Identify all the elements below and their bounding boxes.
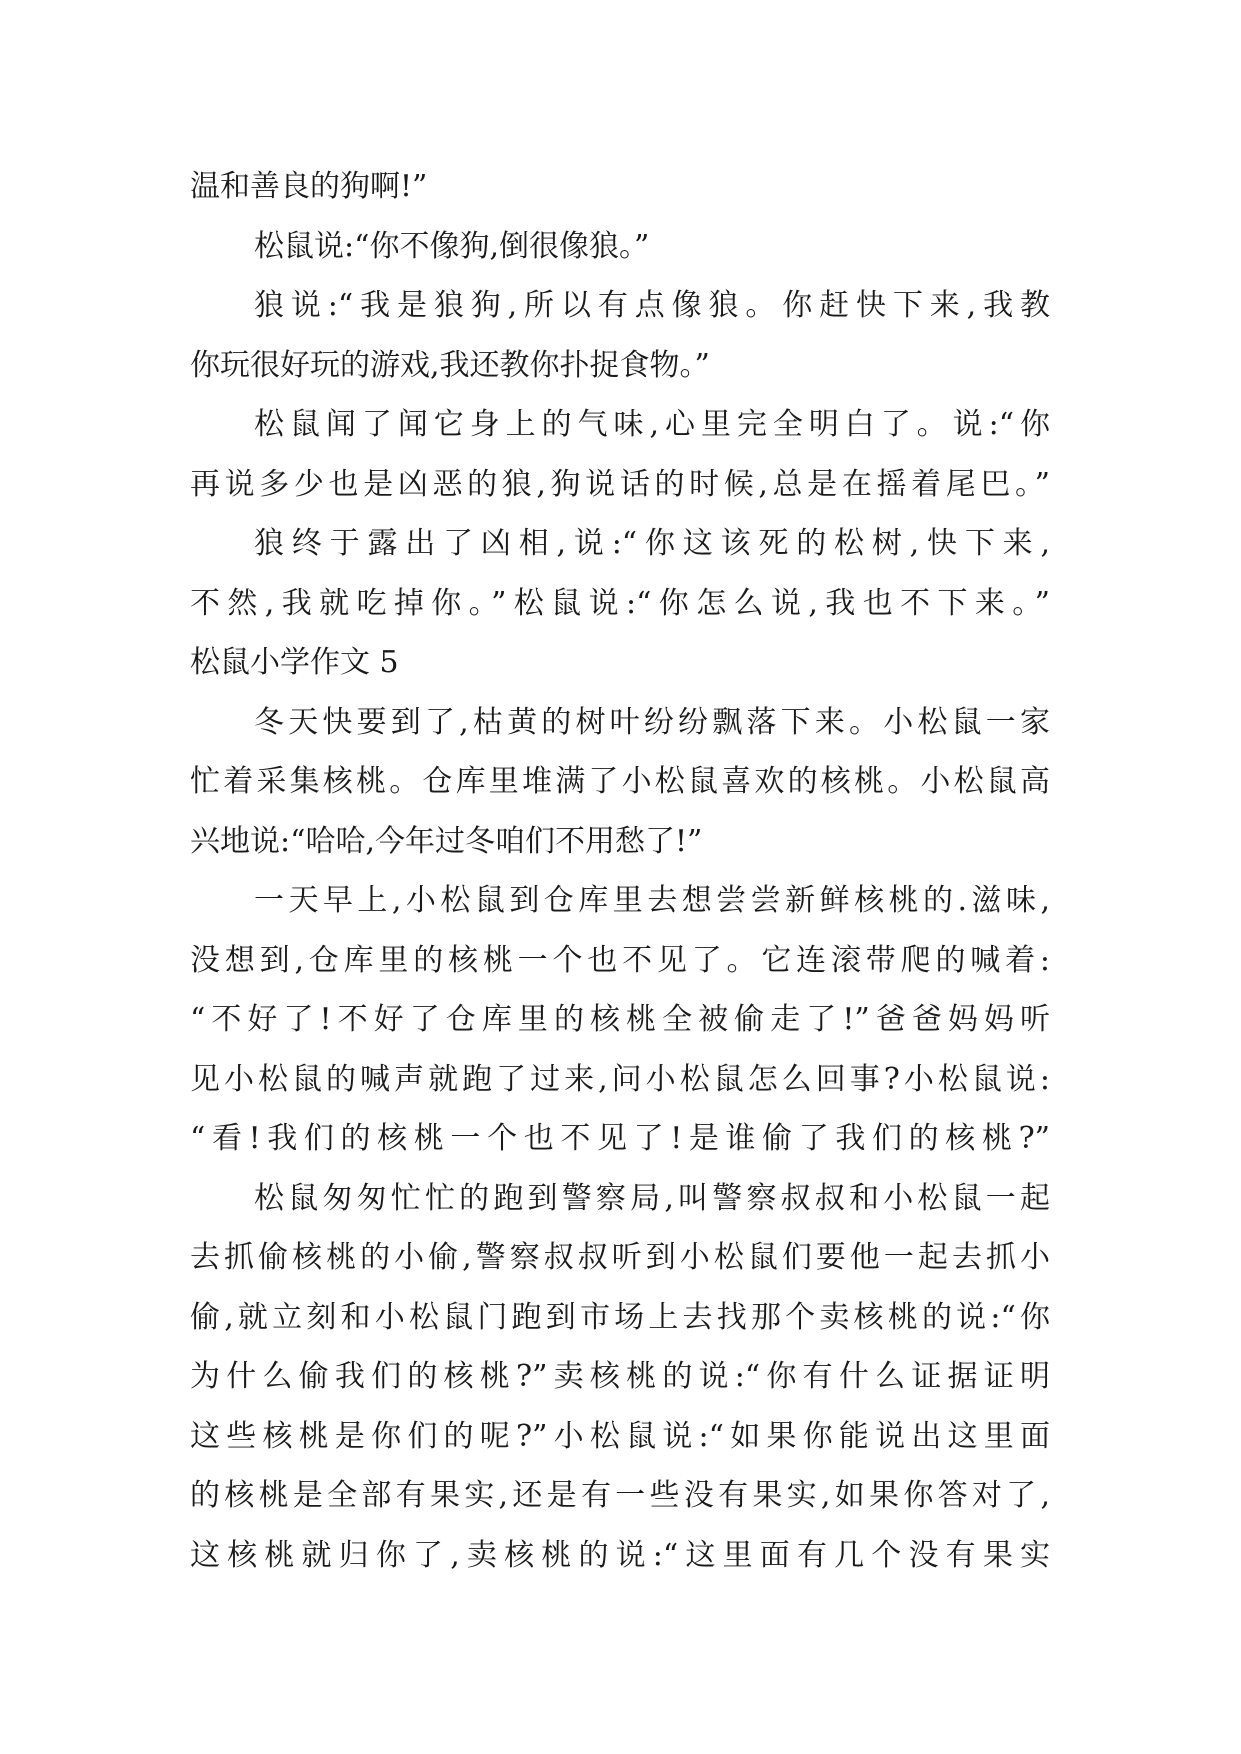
text-line: 这核桃就归你了,卖核桃的说:“这里面有几个没有果实	[190, 1537, 1050, 1573]
text-line: “不好了!不好了仓库里的核桃全被偷走了!”爸爸妈妈听	[190, 1002, 1050, 1037]
text-line: 不然,我就吃掉你。”松鼠说:“你怎么说,我也不下来。”	[190, 585, 1050, 621]
text-line: 冬天快要到了,枯黄的树叶纷纷飘落下来。小松鼠一家	[254, 704, 1050, 740]
text-line: 你玩很好玩的游戏,我还教你扑捉食物。”	[190, 347, 710, 383]
text-line: 为什么偷我们的核桃?”卖核桃的说:“你有什么证据证明	[190, 1359, 1050, 1394]
text-line: 一天早上,小松鼠到仓库里去想尝尝新鲜核桃的.滋味,	[254, 883, 1050, 918]
text-line: 狼终于露出了凶相,说:“你这该死的松树,快下来,	[254, 526, 1050, 561]
text-line: 兴地说:“哈哈,今年过冬咱们不用愁了!”	[190, 823, 703, 859]
essay-text	[190, 157, 1050, 1585]
text-line: 去抓偷核桃的小偷,警察叔叔听到小松鼠们要他一起去抓小	[190, 1240, 1050, 1275]
text-line: 松鼠匆匆忙忙的跑到警察局,叫警察叔叔和小松鼠一起	[254, 1180, 1050, 1216]
text-line: 温和善良的狗啊!”	[190, 169, 428, 204]
text-line: 松鼠闻了闻它身上的气味,心里完全明白了。说:“你	[254, 407, 1050, 442]
section-heading: 松鼠小学作文 5	[190, 645, 399, 680]
text-line: 没想到,仓库里的核桃一个也不见了。它连滚带爬的喊着:	[190, 942, 1050, 978]
text-line: 偷,就立刻和小松鼠门跑到市场上去找那个卖核桃的说:“你	[190, 1299, 1050, 1335]
text-line: “看!我们的核桃一个也不见了!是谁偷了我们的核桃?”	[190, 1121, 1050, 1156]
text-line: 再说多少也是凶恶的狼,狗说话的时候,总是在摇着尾巴。”	[190, 466, 1050, 502]
text-line: 见小松鼠的喊声就跑了过来,问小松鼠怎么回事?小松鼠说:	[190, 1061, 1050, 1097]
text-line: 松鼠说:“你不像狗,倒很像狼。”	[254, 228, 650, 264]
text-line: 这些核桃是你们的呢?”小松鼠说:“如果你能说出这里面	[190, 1418, 1050, 1454]
text-line: 忙着采集核桃。仓库里堆满了小松鼠喜欢的核桃。小松鼠高	[190, 764, 1050, 799]
text-line: 的核桃是全部有果实,还是有一些没有果实,如果你答对了,	[190, 1478, 1050, 1513]
text-line: 狼说:“我是狼狗,所以有点像狼。你赶快下来,我教	[254, 288, 1050, 323]
